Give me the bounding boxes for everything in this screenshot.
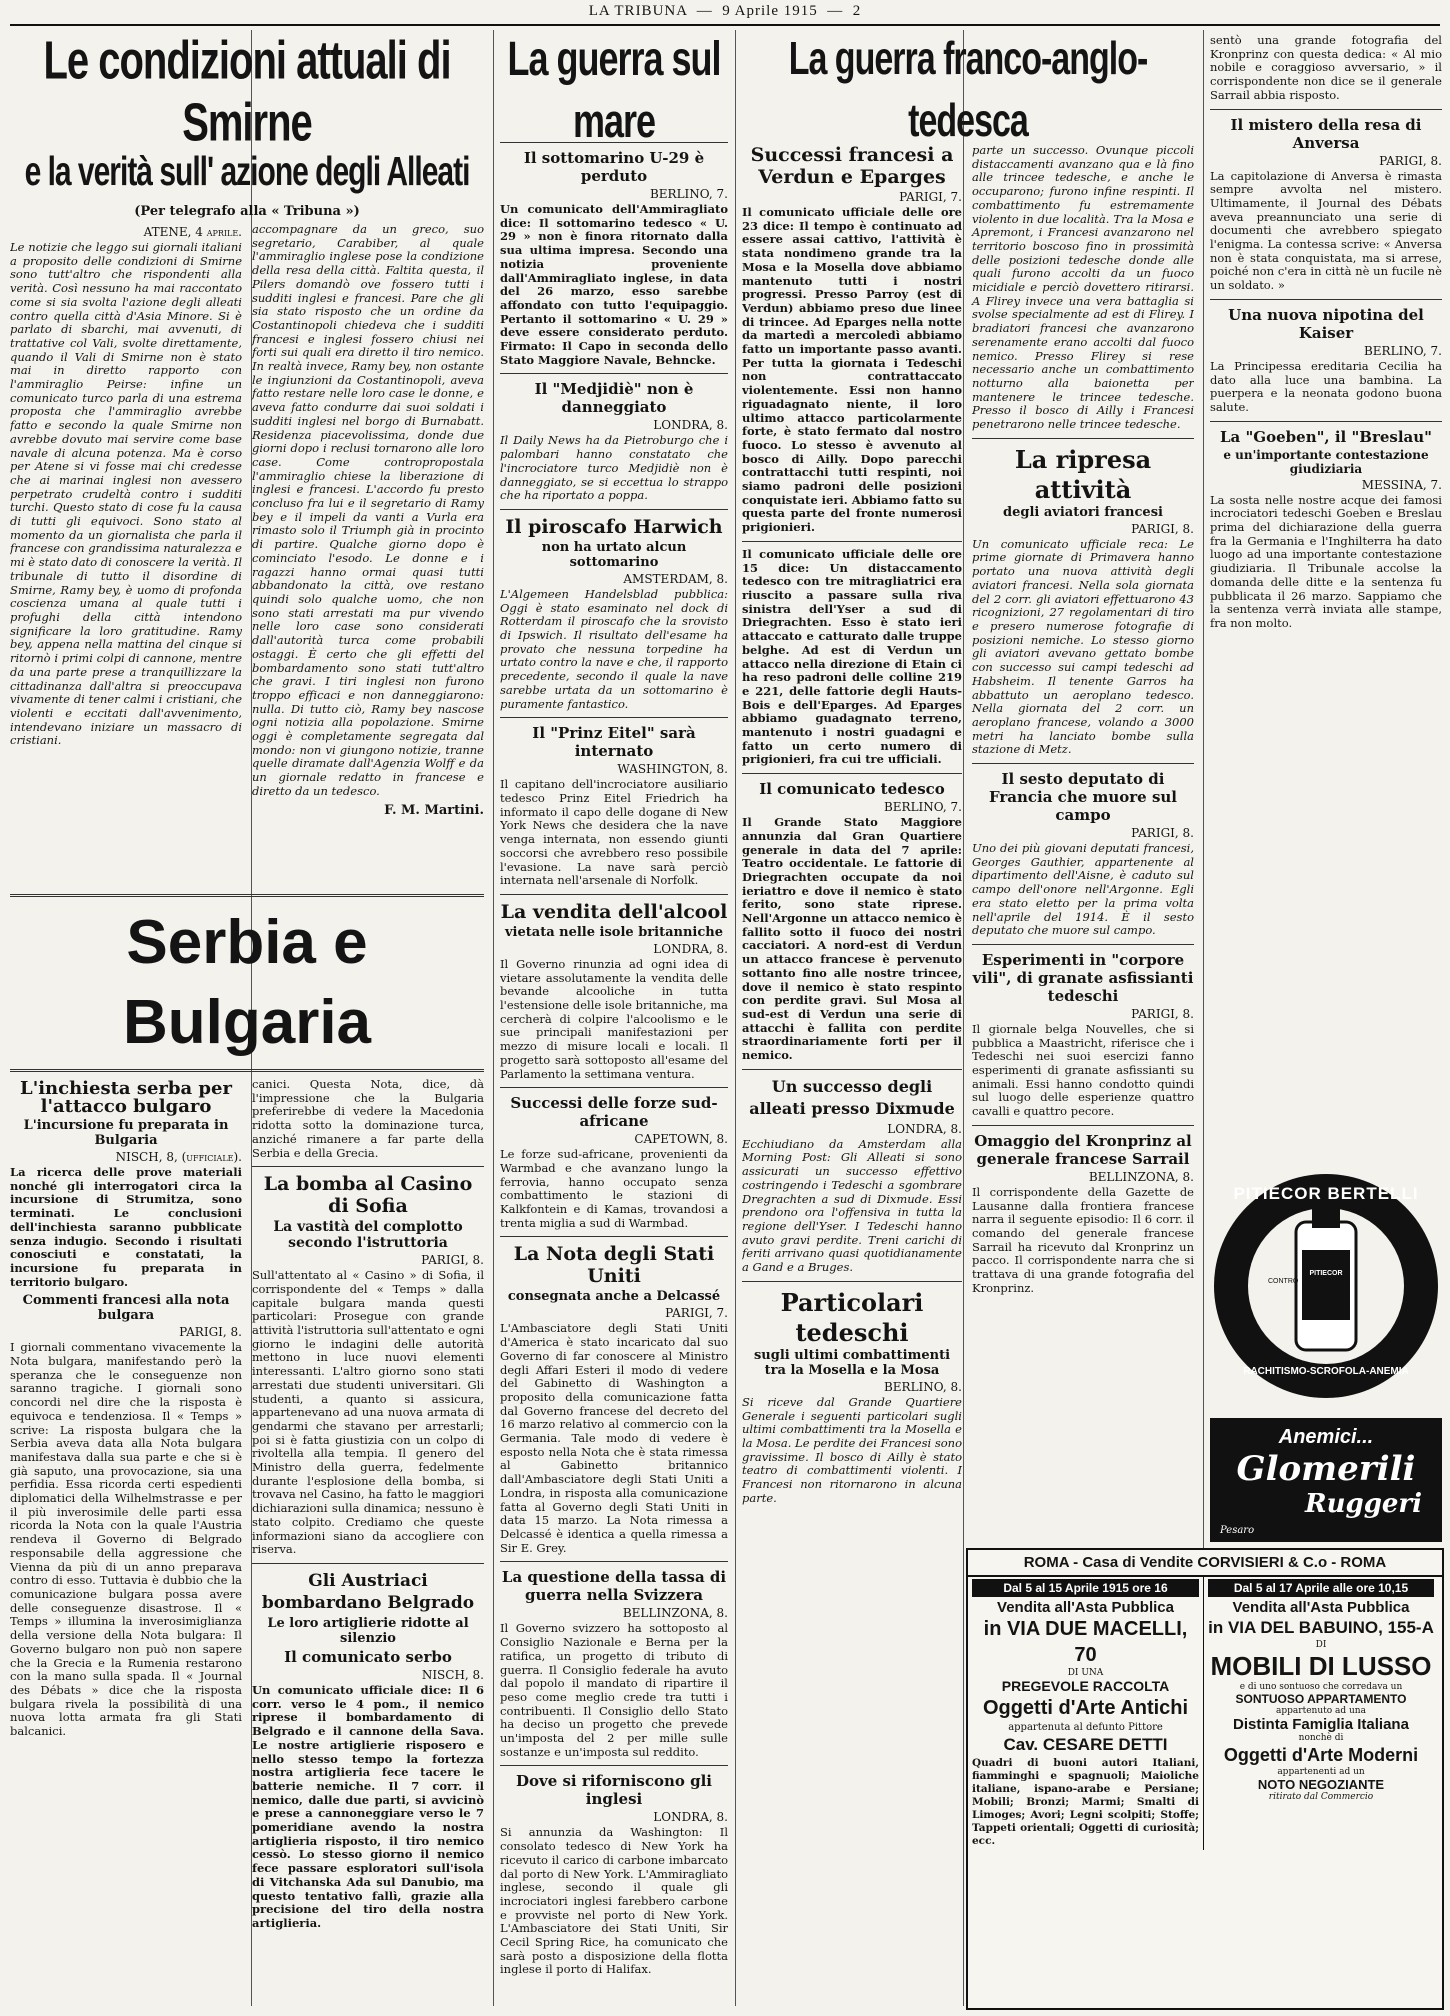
body-corpore: Il giornale belga Nouvelles, che si pubblica a Maastricht, riferisce che i Tedeschi nei suoi esercizi fanno esperimenti di granate asfissianti su animali. Essi hanno condotto quindi sul luogo delle esperienze quattro cavalli e quattro pecore. — [972, 1021, 1194, 1119]
article-serbia — [10, 888, 484, 2008]
headline-alcool: La vendita dell'alcool — [500, 900, 728, 923]
dateline-anversa: PARIGI, 8. — [1379, 153, 1442, 168]
left-dates: Dal 5 al 15 Aprile 1915 ore 16 — [972, 1579, 1199, 1597]
dateline-rifornimento: LONDRA, 8. — [653, 1810, 728, 1825]
pitiecor-brand: PITIECOR BERTELLI — [1233, 1184, 1419, 1203]
sub-u29: Il sottomarino U-29 è perduto — [523, 149, 705, 185]
issue-date: 9 Aprile 1915 — [722, 3, 818, 19]
left-di: DI UNA — [1067, 1668, 1104, 1678]
body-particolari: Si riceve dal Grande Quartiere Generale i seguenti particolari sugli ultimi combattimenti tra la Mosella e la Mosa. Le perdite dei Francesi sono gravissime. Il bosco di Ailly è stato teatro di combattimenti violenti. I Francesi non ritornarono in alcuna parte. — [742, 1394, 962, 1505]
headline-harwich: Il piroscafo Harwich — [505, 515, 723, 538]
dateline-nipotina: BERLINO, 7. — [1363, 343, 1442, 358]
article-smirne — [10, 32, 484, 882]
corvisieri-header: ROMA - Casa di Vendite CORVISIERI & C.o - ROMA — [968, 1550, 1442, 1577]
body-svizzera: Il Governo svizzero ha sottoposto al Consiglio Nazionale e Berna per la ratifica, un progetto di tributo di guerra. Il Consiglio federale ha avuto dal popolo il mandato di ripartire il peso come meglio crede tra tutti i contribuenti. Il Consiglio dello Stato ha deciso un progetto che prevede un'imposta del 2 per mille sulle sostanze e un'imposta sul reddito. — [500, 1621, 728, 1759]
body-medjidie: Il Daily News ha da Pietroburgo che i palombari hanno constatato che l'incrociatore turco Medjidiè non è danneggiato, se si eccettua lo strappo che ha riportato a poppa. — [500, 433, 728, 503]
pitiecor-contro: CONTRO — [1268, 1278, 1299, 1285]
body-deputato: Uno dei più giovani deputati francesi, Georges Gauthier, appartenente al dipartimento dell'Aisne, è caduto sul campo dell'onore nell'Argonne. Egli era stato eletto per la prima volta nell'aprile del 1914. È il sesto deputato che muore sul campo. — [972, 841, 1194, 938]
headline-sudafricane: Successi delle forze sud-africane — [510, 1094, 718, 1131]
body-franco-1: Il comunicato ufficiale delle ore 23 dice: Il tempo è continuato ad essere assai cattivo, l'attività è stata nondimeno grande tra la Mosa e la Mosella dove abbiamo mantenuto tutti i nostri progressi. Presso Parroy (est di Verdun) abbiamo preso due linee di trincee. Ad Eparges nella notte da martedì a mercoledì abbiamo fatto un importante passo avanti. Per tutta la giornata i Tedeschi non contrattaccato violentemente. Essi non hanno riguadagnato niente, il loro ultimo attacco particolarmente forte, è stato fermato dal nostro fuoco. Lo stesso è avvenuto al bosco di Ailly. Dopo parecchi contrattacchi tutti respinti, noi siamo padroni delle posizioni conquistate ieri. Abbiamo fatto su questa parte del fronte numerosi prigionieri. — [742, 205, 962, 535]
headline-smirne-2: e la verità sull' azione degli Alleati — [24, 150, 470, 195]
headline-goeben: La "Goeben", il "Breslau" — [1220, 427, 1432, 446]
headline-comunicato-tedesco: Il comunicato tedesco — [759, 780, 945, 799]
column-right — [1210, 30, 1442, 1160]
body-u29: Un comunicato dell'Ammiragliato dice: Il sottomarino tedesco « U. 29 » non è finora ritornato dalla sua ultima impresa. Secondo una notizia proveniente dall'Ammiragliato inglese, in data del 26 marzo, esso sarebbe affondato con tutto l'equipaggio. Pertanto il sottomarino « U. 29 » deve essere considerato perduto. Firmato: Il Capo in seconda dello Stato Maggiore Navale, Behncke. — [500, 202, 728, 367]
sub-serbia-bulgaria: L'incursione fu preparata in Bulgaria — [23, 1118, 229, 1148]
sub-medjidie: Il "Medjidiè" non è danneggiato — [534, 380, 694, 417]
headline-casino: La bomba al Casino di Sofia — [263, 1173, 473, 1218]
body-smirne-2: accompagnare da un greco, suo segretario, Carabiber, al quale l'ammiraglio inglese pose la condizione della resa della città. Faltita questa, il Pilers domandò ove fossero tutti i sudditi inglesi e francesi. Pare che gli sia stato risposto che un ordine da Costantinopoli chiedeva che i sudditi francesi e inglesi fossero chiusi nei forti sui quali era diretto il tiro nemico. In realtà invece, Ramy bey, non ostante le ingiunzioni da Costantinopoli, aveva fatto restare nelle loro case le donne, e aveva fatto condurre dai suoi soldati i sudditi inglesi nel borgo di Burnabatt. Residenza piacevolissima, donde due giorni dopo i reclusi tornarono alle loro case. Come contropropostala l'ammiraglio chiese la liberazione di inglesi e francesi. L'accordo fu presto concluso fra lui e il segretario di Ramy bey e il impeli da vanti a Vurla era rimasto solo il Triumph già in procinto di partire. Qualche giorno dopo è cominciato l'esodo. Le donne e i ragazzi hanno ormai quasi tutti abbandonato la città, ove restano quindi solo qualche uomo, che non sono stati arrestati ma pur vivendo nelle loro case sono considerati dall'autorità turca come probabili ostaggi. È certo che gli effetti del bombardamento sono stati tutt'altro che gravi. I tiri inglesi non furono troppo efficaci e non danneggiarono: nulla. Di tutto ciò, Ramy bey nascose ogni notizia alla popolazione. Smirne oggi è completamente segregata dal mondo: non vi giungono notizie, tranne quelle diramate dall'Agenzia Wolff e da un giornale redatto in francese e diretto da un tedesco. — [252, 222, 484, 798]
right-objects: MOBILI DI LUSSO — [1210, 1651, 1432, 1681]
dateline-smirne: ATENE, 4 aprile. — [143, 225, 242, 239]
body-eitel: Il capitano dell'incrociatore ausiliario tedesco Prinz Eitel Friedrich ha informato il capo delle dogane di New York News che desidera che la nave venga internata, non essendo giunti soccorsi che avrebbero reso possibile l'evasione. La nave sarà perciò internata nell'arsenale di Norfolk. — [500, 777, 728, 888]
sub-particolari: sugli ultimi combattimenti tra la Mosella e la Mosa — [753, 1347, 951, 1378]
sub-ripresa: degli aviatori francesi — [1003, 504, 1163, 520]
dateline-casino: PARIGI, 8. — [421, 1253, 484, 1268]
left-place: in VIA DUE MACELLI, 70 — [983, 1618, 1188, 1666]
right-family: Distinta Famiglia Italiana — [1233, 1716, 1409, 1733]
ad-pitiecor — [1210, 1170, 1442, 1402]
masthead: LA TRIBUNA — [588, 3, 688, 19]
body-kronprinz-cont: sentò una grande fotografia del Kronprinz con questa dedica: « Al mio nobile e coraggioso avversario, » il corrispondente non dice se il generale Sarrail abbia risposto. — [1210, 33, 1442, 102]
pitiecor-label: PITIECOR — [1309, 1270, 1343, 1277]
dateline-nota-usa: PARIGI, 7. — [665, 1306, 728, 1321]
sub-goeben: e un'importante contestazione giudiziaria — [1223, 447, 1429, 476]
body-sudafricane: Le forze sud-africane, provenienti da Warmbad e che avanzano lungo la ferrovia, hanno occupato senza combattimento le stazioni di Kalkfontein e di Kamas, trovandosi a trenta miglia a sud di Warmbad. — [500, 1147, 728, 1230]
headline-austriaci: Gli Austriaci bombardano Belgrado — [261, 1570, 475, 1613]
headline-smirne-1: Le condizioni attuali di Smirne — [43, 32, 451, 153]
right-by-2: appartenenti ad un — [1277, 1767, 1365, 1777]
left-name: Cav. CESARE DETTI — [1003, 1735, 1168, 1754]
body-dixmude: Ecchiudiano da Amsterdam alla Morning Post: Gli Alleati si sono assicurati un successo effettivo costringendo i Tedeschi a sgombrare Dregrachten a sud di Dixmude. Essi prendono ora l'offensiva in tutta la regione dell'Yser. I Tedeschi hanno avuto gravi perdite. Treni carichi di feriti arrivano quasi quotidianamente a Gand e a Bruges. — [742, 1136, 962, 1275]
body-casino: Sull'attentato al « Casino » di Sofia, il corrispondente del « Temps » dalla capitale bulgara manda questi particolari: Prosegue con grande attività l'istruttoria sull'attentato e ogni giorno le indagini delle autorità mettono in luce nuovi elementi interessanti. L'altro giorno sono stati arrestati due studenti universitari. Gli studenti, a quanto si assicura, appartenevano ad una nuova armata di gendarmi che stavano per arrestarli; poi si è fatta giustizia con un colpo di rivoltella alla tempia. Il genero del Ministro della guerra, fedelmente durante l'esplosione della bomba, si trovava nel Casino, ha fatto le maggiori dichiarazioni sulla dinamica; nessuno è stato colpito. Crediamo che queste informazioni siano da accogliere con riserva. — [252, 1268, 484, 1557]
body-nipotina: La Principessa ereditaria Cecilia ha dato alla luce una bambina. La puerpera e la neonata godono buona salute. — [1210, 358, 1442, 414]
right-by: appartenuto ad una — [1276, 1706, 1366, 1716]
dateline-u29: BERLINO, 7. — [649, 187, 728, 201]
body-serbia-2: canici. Questa Nota, dice, dà l'impressione che la Bulgaria preferirebbe di vedere la Macedonia ridotta sotto la dominazione turca, anziché rimanere a far parte della Serbia e della Grecia. — [252, 1077, 484, 1160]
ad-corvisieri — [966, 1548, 1444, 2010]
column-rule — [493, 30, 494, 2006]
dateline-goeben: MESSINA, 7. — [1361, 477, 1442, 492]
sub-nota-usa: consegnata anche a Delcassé — [507, 1289, 721, 1305]
glomerili-title: Glomerili — [1236, 1449, 1416, 1489]
sub-serbia-inchiesta: L'inchiesta serba per l'attacco bulgaro — [20, 1078, 232, 1117]
left-collection: PREGEVOLE RACCOLTA — [1001, 1678, 1170, 1694]
body-alcool: Il Governo rinunzia ad ogni idea di vietare assolutamente la vendita delle bevande alcooliche in tutta l'estensione delle isole britanniche, ma cercherà di colpire l'alcoolismo e le sue principali manifestazioni per mezzo di misure locali e locali. Il progetto sarà sottoposto all'esame del Parlamento la settimana ventura. — [500, 956, 728, 1081]
dateline-omaggio: BELLINZONA, 8. — [1088, 1169, 1194, 1184]
body-franco-2: parte un successo. Ovunque piccoli distaccamenti avanzano qua e là fino alle trincee tedesche, e anche le occuparono; furono infine respinti. Il combattimento fu estremamente violento in due località. Tra la Mosa e Apremont, i Francesi avanzarono nel territorio boscoso fino in prossimità delle posizioni tedesche donde alle quali furono accolti da un fuoco micidiale e perciò dovettero ritirarsi. A Flirey invece una vera battaglia si svolse specialmente ad est di Flirey. I bradiatori francesi che avanzarono serenamente erano accolti dal fuoco nemico. Presso Flirey si rese necessario anche un combattimento notturno alla baionetta per mantenere le trincee tedesche. Presso il bosco di Ailly i Francesi penetrarono nelle trincee tedesche. — [972, 143, 1194, 432]
right-description: e di uno sontuoso che corredava un — [1239, 1682, 1403, 1692]
dateline-deputato: PARIGI, 8. — [1131, 826, 1194, 841]
right-footer: ritirato dal Commercio — [1268, 1792, 1374, 1802]
page-number: 2 — [852, 3, 862, 19]
dateline-serbia: NISCH, 8, (ufficiale). — [115, 1150, 242, 1164]
body-austriaci: Un comunicato ufficiale dice: Il 6 corr. verso le 4 pom., il nemico riprese il bombardamento di Belgrado e il cannone della Sava. Le nostre artiglierie risposero e nello stesso tempo la fortezza nostra artiglieria fece tacere le batterie nemiche. Il 7 corr. il nemico, dalle due parti, si avvicinò e prese a cannoneggiare verso le 7 pomeridiane avendo la nostra artiglieria risposto, il tiro nemico cessò. Lo stesso giorno il nemico fece passare esploratori sull'isola di Vitchanska Ada sul Danubio, ma questo tentativo fallì, grazie alla precisione del tiro della nostra artiglieria. — [252, 1682, 484, 1930]
byline-smirne: (Per telegrafo alla « Tribuna ») — [134, 204, 360, 219]
dateline-eitel: WASHINGTON, 8. — [617, 762, 728, 777]
glomerili-brand: Ruggeri — [1305, 1489, 1422, 1519]
body-nota-usa: L'Ambasciatore degli Stati Uniti d'America è stato incaricato dal suo Governo di far conoscere al Ministro degli Affari Esteri il modo di vedere del Gabinetto di Washington a proposito della comunicazione fatta dal Governo francese del decreto del 16 marzo relativo al commercio con la Germania. Tale modo di vedere è esposto nella Nota che è stata rimessa al Gabinetto britannico dall'Ambasciatore degli Stati Uniti a Londra, in risposta alla comunicazione fatta al Governo degli Stati Uniti in data 15 marzo. La Nota rimessa a Delcassé è identica a quella rimessa a Sir E. Grey. — [500, 1321, 728, 1555]
sub-harwich: non ha urtato alcun sottomarino — [541, 539, 687, 570]
body-smirne-1: Le notizie che leggo sui giornali italiani a proposito delle condizioni di Smirne sono tutt'altro che rispondenti alla verità. Così nessuno ha mai raccontato come si sia svolta l'azione degli alleati contro quella città d'Asia Minore. Si è parlato di sbarchi, mai avvenuti, di trattative col Vali, svolte direttamente, quando il Vali di Smirne non è stato mai in diretto rapporto con l'ammiraglio Peirse: infine un comunicato turco parla di una estrema proposta che l'ammiraglio avrebbe fatto e secondo la quale Smirne non avrebbe dovuto mai servire come base navale di alcuna potenza. Ma è corso per Atene si vi fosse mai chi credesse che ai marinai inglesi non avessero perpetrato crudeltà contro i sudditi turchi. Questo stato di cose fu la causa di tutti gli equivoci. Sono stato al momento da un giornalista che parla il francese con grandissima naturalezza e mi è stato dato di conoscere la verità. Il tribunale di tutto il disordine di Smirne, Ramy bey, è uomo di profonda coscienza umana al quale tutti i profughi della città intendono significare la loro gratitudine. Ramy bey, appena nella mattina del cinque si ritornò i primi colpi di cannone, mentre da una parte prese a tranquillizzare la cittadinanza dall'altra si preoccupava vivamente di tener calmi i cristiani, che violenti e eccitati dall'avvenimento, intendevano iniziare un massacro di cristiani. — [10, 240, 242, 748]
dateline-dixmude: LONDRA, 8. — [887, 1121, 962, 1136]
dateline-franco: PARIGI, 7. — [899, 190, 962, 204]
body-rifornimento: Si annunzia da Washington: Il consolato tedesco di New York ha ricevuto il carico di carbone imbarcato dal porto di New York. L'Ammiragliato inglese, secondo il quale gli incrociatori inglesi farebbero carbone e provviste nel porto di New York. L'Ambasciatore dei Stati Uniti, Sir Cecil Spring Rice, ha comunicato che sarà posto a disposizione della flotta inglese il porto di Halifax. — [500, 1825, 728, 1977]
dateline-svizzera: BELLINZONA, 8. — [622, 1606, 728, 1621]
sub-eitel: Il "Prinz Eitel" sarà internato — [532, 724, 696, 761]
headline-nota-usa: La Nota degli Stati Uniti — [513, 1243, 715, 1288]
dateline-ripresa: PARIGI, 8. — [1131, 521, 1194, 536]
body-franco-comm2: Il comunicato ufficiale delle ore 15 dice: Un distaccamento tedesco con tre mitragliatrici era riuscito a passare sulla riva sinistra dell'Yser a sud di Driegrachten. Esso è stato ieri attaccato e catturato dalle truppe belghe. Ad est di Verdun un attacco nella direzione di Etain ci ha reso padroni delle colline 219 e 221, delle fattorie degli Hauts-Bois e dell'Eparges. Ad Eparges abbiamo guadagnato terreno, mantenuto i nostri guadagni e fatto un certo numero di prigionieri, fra cui tre ufficiali. — [742, 546, 962, 767]
ad-glomerili — [1210, 1418, 1442, 1542]
headline-deputato: Il sesto deputato di Francia che muore sul campo — [989, 770, 1177, 825]
sub-austriaci: Le loro artiglierie ridotte al silenzio — [267, 1615, 469, 1646]
body-goeben: La sosta nelle nostre acque dei famosi incrociatori tedeschi Goeben e Breslau prima del dichiarazione della guerra fra la Germania e l'Inghilterra ha dato luogo ad una importante contestazione giudiziaria. Il Tribunale accolse la domanda delle ditte e la sentenza fu pubblicata il 26 marzo. Sappiamo che la sentenza verrà inviata alle stampe, fra non molto. — [1210, 492, 1442, 630]
body-harwich: L'Algemeen Handelsblad pubblica: Oggi è stato esaminato nel dock di Rotterdam il piroscafo che la srovisto di Ipswich. Il risultato dell'esame ha provato che nessuna torpedine ha urtato contro la nave e che, il rapporto precedente, secondo il quale la nave sarebbe urtata da un sottomarino è puramente fantastico. — [500, 586, 728, 711]
headline-ripresa: La ripresa attività — [1014, 444, 1152, 504]
left-owner: appartenuta al defunto Pittore — [1008, 1722, 1163, 1733]
headline-particolari: Particolari tedeschi — [780, 1287, 924, 1347]
headline-nipotina: Una nuova nipotina del Kaiser — [1228, 305, 1424, 342]
right-dates: Dal 5 al 17 Aprile alle ore 10,15 — [1208, 1579, 1434, 1597]
dateline-austriaci: NISCH, 8. — [421, 1667, 484, 1682]
body-serbia-lead: La ricerca delle prove materiali nonché gli interrogatori circa la incursione di Strumitza, sono terminati. Le conclusioni dell'inchiesta saranno pubblicate senza indugio. Secondo i risultati conosciuti e constatati, la incursione fu preparata in territorio bulgaro. — [10, 1165, 242, 1289]
pitiecor-tag: RACHITISMO-SCROFOLA-ANEMIA — [1243, 1366, 1409, 1377]
headline-serbia: Serbia e Bulgaria — [122, 908, 372, 1057]
body-comunicato-tedesco: Il Grande Stato Maggiore annunzia dal Gran Quartiere generale in data del 7 aprile: Teatro occidentale. Le fattorie di Driegrachten occupate da noi ieriattro e dove il nemico è stato ferito, sono state riprese. Nell'Argonne un attacco nemico è fallito sotto il fuoco dei nostri cacciatori. A nord-est di Verdun un attacco francese è pervenuto sottanto fino alle nostre trincee, dove il nemico è stato respinto con perdite gravi. Sul Mosa al sud-est di Verdun una serie di attacchi è fallita con perdite straordinariamente forti per il nemico. — [742, 815, 962, 1063]
glomerili-anemici: Anemici... — [1278, 1426, 1374, 1448]
headline-rifornimento: Dove si riforniscono gli inglesi — [515, 1772, 713, 1809]
left-description: Quadri di buoni autori Italiani, fiamminghi e spagnuoli; Maioliche italiane, ispano-arabe e Persiane; Mobili; Bronzi; Marmi; Smalti di Limoges; Avori; Legni scolpiti; Stoffe; Tappeti orientali; Oggetti di curiosità; ecc. — [972, 1757, 1199, 1847]
right-nonche: nonchè di — [1298, 1733, 1344, 1743]
left-sale: Vendita all'Asta Pubblica — [997, 1599, 1174, 1616]
dateline-particolari: BERLINO, 8. — [883, 1379, 962, 1394]
column-rule — [735, 30, 736, 2006]
right-place: in VIA DEL BABUINO, 155-A — [1208, 1618, 1434, 1637]
right-di: DI — [1315, 1640, 1327, 1650]
column-mare — [500, 30, 728, 2005]
header-rule — [10, 24, 1440, 26]
right-apartment: SONTUOSO APPARTAMENTO — [1235, 1692, 1407, 1706]
dateline-serbia-2: PARIGI, 8. — [179, 1325, 242, 1340]
glomerili-city: Pesaro — [1220, 1525, 1255, 1536]
sub-alcool: vietata nelle isole britanniche — [505, 924, 723, 940]
headline-dixmude: Un successo degli alleati presso Dixmude — [749, 1076, 955, 1118]
dateline-alcool: LONDRA, 8. — [653, 941, 728, 956]
headline-franco: La guerra franco-anglo-tedesca — [788, 33, 1148, 147]
body-ripresa: Un comunicato ufficiale reca: Le prime giornate di Primavera hanno portato una nuova attività degli aviatori francesi. Nella sola giornata del 2 corr. gli aviatori effettuarono 43 ricognizioni, 27 regolamentari di tiro e presero numerose fotografie di posizioni nemiche. Lo stesso giorno gli aviatori avevano gettato bombe con successo sui campi tedeschi ad Habsheim. Il tenente Garros ha abbattuto un aeroplano tedesco. Nella giornata del 2 corr. un aeroplano francese, volando a 3000 metri ha lanciato bombe sulla stazione di Metz. — [972, 536, 1194, 757]
right-sale: Vendita all'Asta Pubblica — [1232, 1599, 1410, 1616]
headline-mare: La guerra sul mare — [507, 30, 721, 149]
body-omaggio: Il corrispondente della Gazette de Lausanne dalla frontiera francese narra il seguente episodio: Il 6 corr. il comando del generale francese Sarrail ha ricevuto dal Kronprinz un pacco. Il corrispondente narra che si trattava di una grande fotografia del Kronprinz. — [972, 1184, 1194, 1295]
sec-comunicato-serbo: Il comunicato serbo — [284, 1647, 452, 1666]
headline-anversa: Il mistero della resa di Anversa — [1230, 115, 1422, 152]
running-header: LA TRIBUNA — 9 Aprile 1915 — 2 — [588, 3, 862, 19]
signature-smirne: F. M. Martini. — [384, 802, 484, 818]
headline-omaggio: Omaggio del Kronprinz al generale francese Sarrail — [974, 1131, 1192, 1168]
left-objects: Oggetti d'Arte Antichi — [982, 1697, 1189, 1719]
dateline-corpore: PARIGI, 8. — [1131, 1006, 1194, 1021]
sub-casino: La vastità del complotto secondo l'istruttoria — [273, 1219, 463, 1252]
right-merchant: NOTO NEGOZIANTE — [1257, 1777, 1385, 1792]
dateline-medjidie: LONDRA, 8. — [653, 418, 728, 433]
body-anversa: La capitolazione di Anversa è rimasta sempre avvolta nel mistero. Ultimamente, il Journal des Débats aveva preannunciato una serie di documenti che avrebbero spiegato l'enigma. La contessa scrive: « Anversa non è stata conquistata, ma si arrese, poiché non c'era in città nè un fucile nè un soldato. » — [1210, 168, 1442, 293]
dateline-comunicato-tedesco: BERLINO, 7. — [883, 800, 962, 815]
body-serbia-1: I giornali commentano vivacemente la Nota bulgara, manifestando però la speranza che le conseguenze non saranno tragiche. I giornali sono concordi nel dire che la risposta è equivoca e tendenziosa. Il « Temps » scrive: La risposta bulgara che la Serbia aveva data alla Nota bulgara manifestava dalla sua parte e che si è già saputo, una provocazione, sia una perfidia. Essa ricorda certi espedienti diplomatici della Wilhelmstrasse e per il più inverosimile delle parti essa ricorda la Nota con la quale l'Austria rendeva il Governo di Belgrado responsabile della aggressione che Vienna da più di un anno preparava contro di esso. Tuttavia è dubbio che la comunicazione bulgara possa avere delle conseguenze disastrose. Il « Temps » illumina la inverosimiglianza della versione della Nota bulgara: Il Governo bulgaro non può non sapere che la Grecia e la Rumenia restarono con la mano sulla spada. Il « Journal des Débats » dice che la risposta bulgara rivela la possibilità di una nuova lotta armata fra gli Stati balcanici. — [10, 1340, 242, 1739]
dateline-sudafricane: CAPETOWN, 8. — [634, 1132, 728, 1147]
right-objects-2: Oggetti d'Arte Moderni — [1223, 1745, 1419, 1765]
headline-svizzera: La questione della tassa di guerra nella Svizzera — [501, 1568, 727, 1605]
sub-franco: Successi francesi a Verdun e Eparges — [750, 144, 954, 188]
sub-serbia-commenti: Commenti francesi alla nota bulgara — [22, 1293, 230, 1324]
headline-corpore: Esperimenti in "corpore vili", di granate asfissianti tedeschi — [972, 950, 1194, 1005]
dateline-harwich: AMSTERDAM, 8. — [623, 571, 728, 586]
